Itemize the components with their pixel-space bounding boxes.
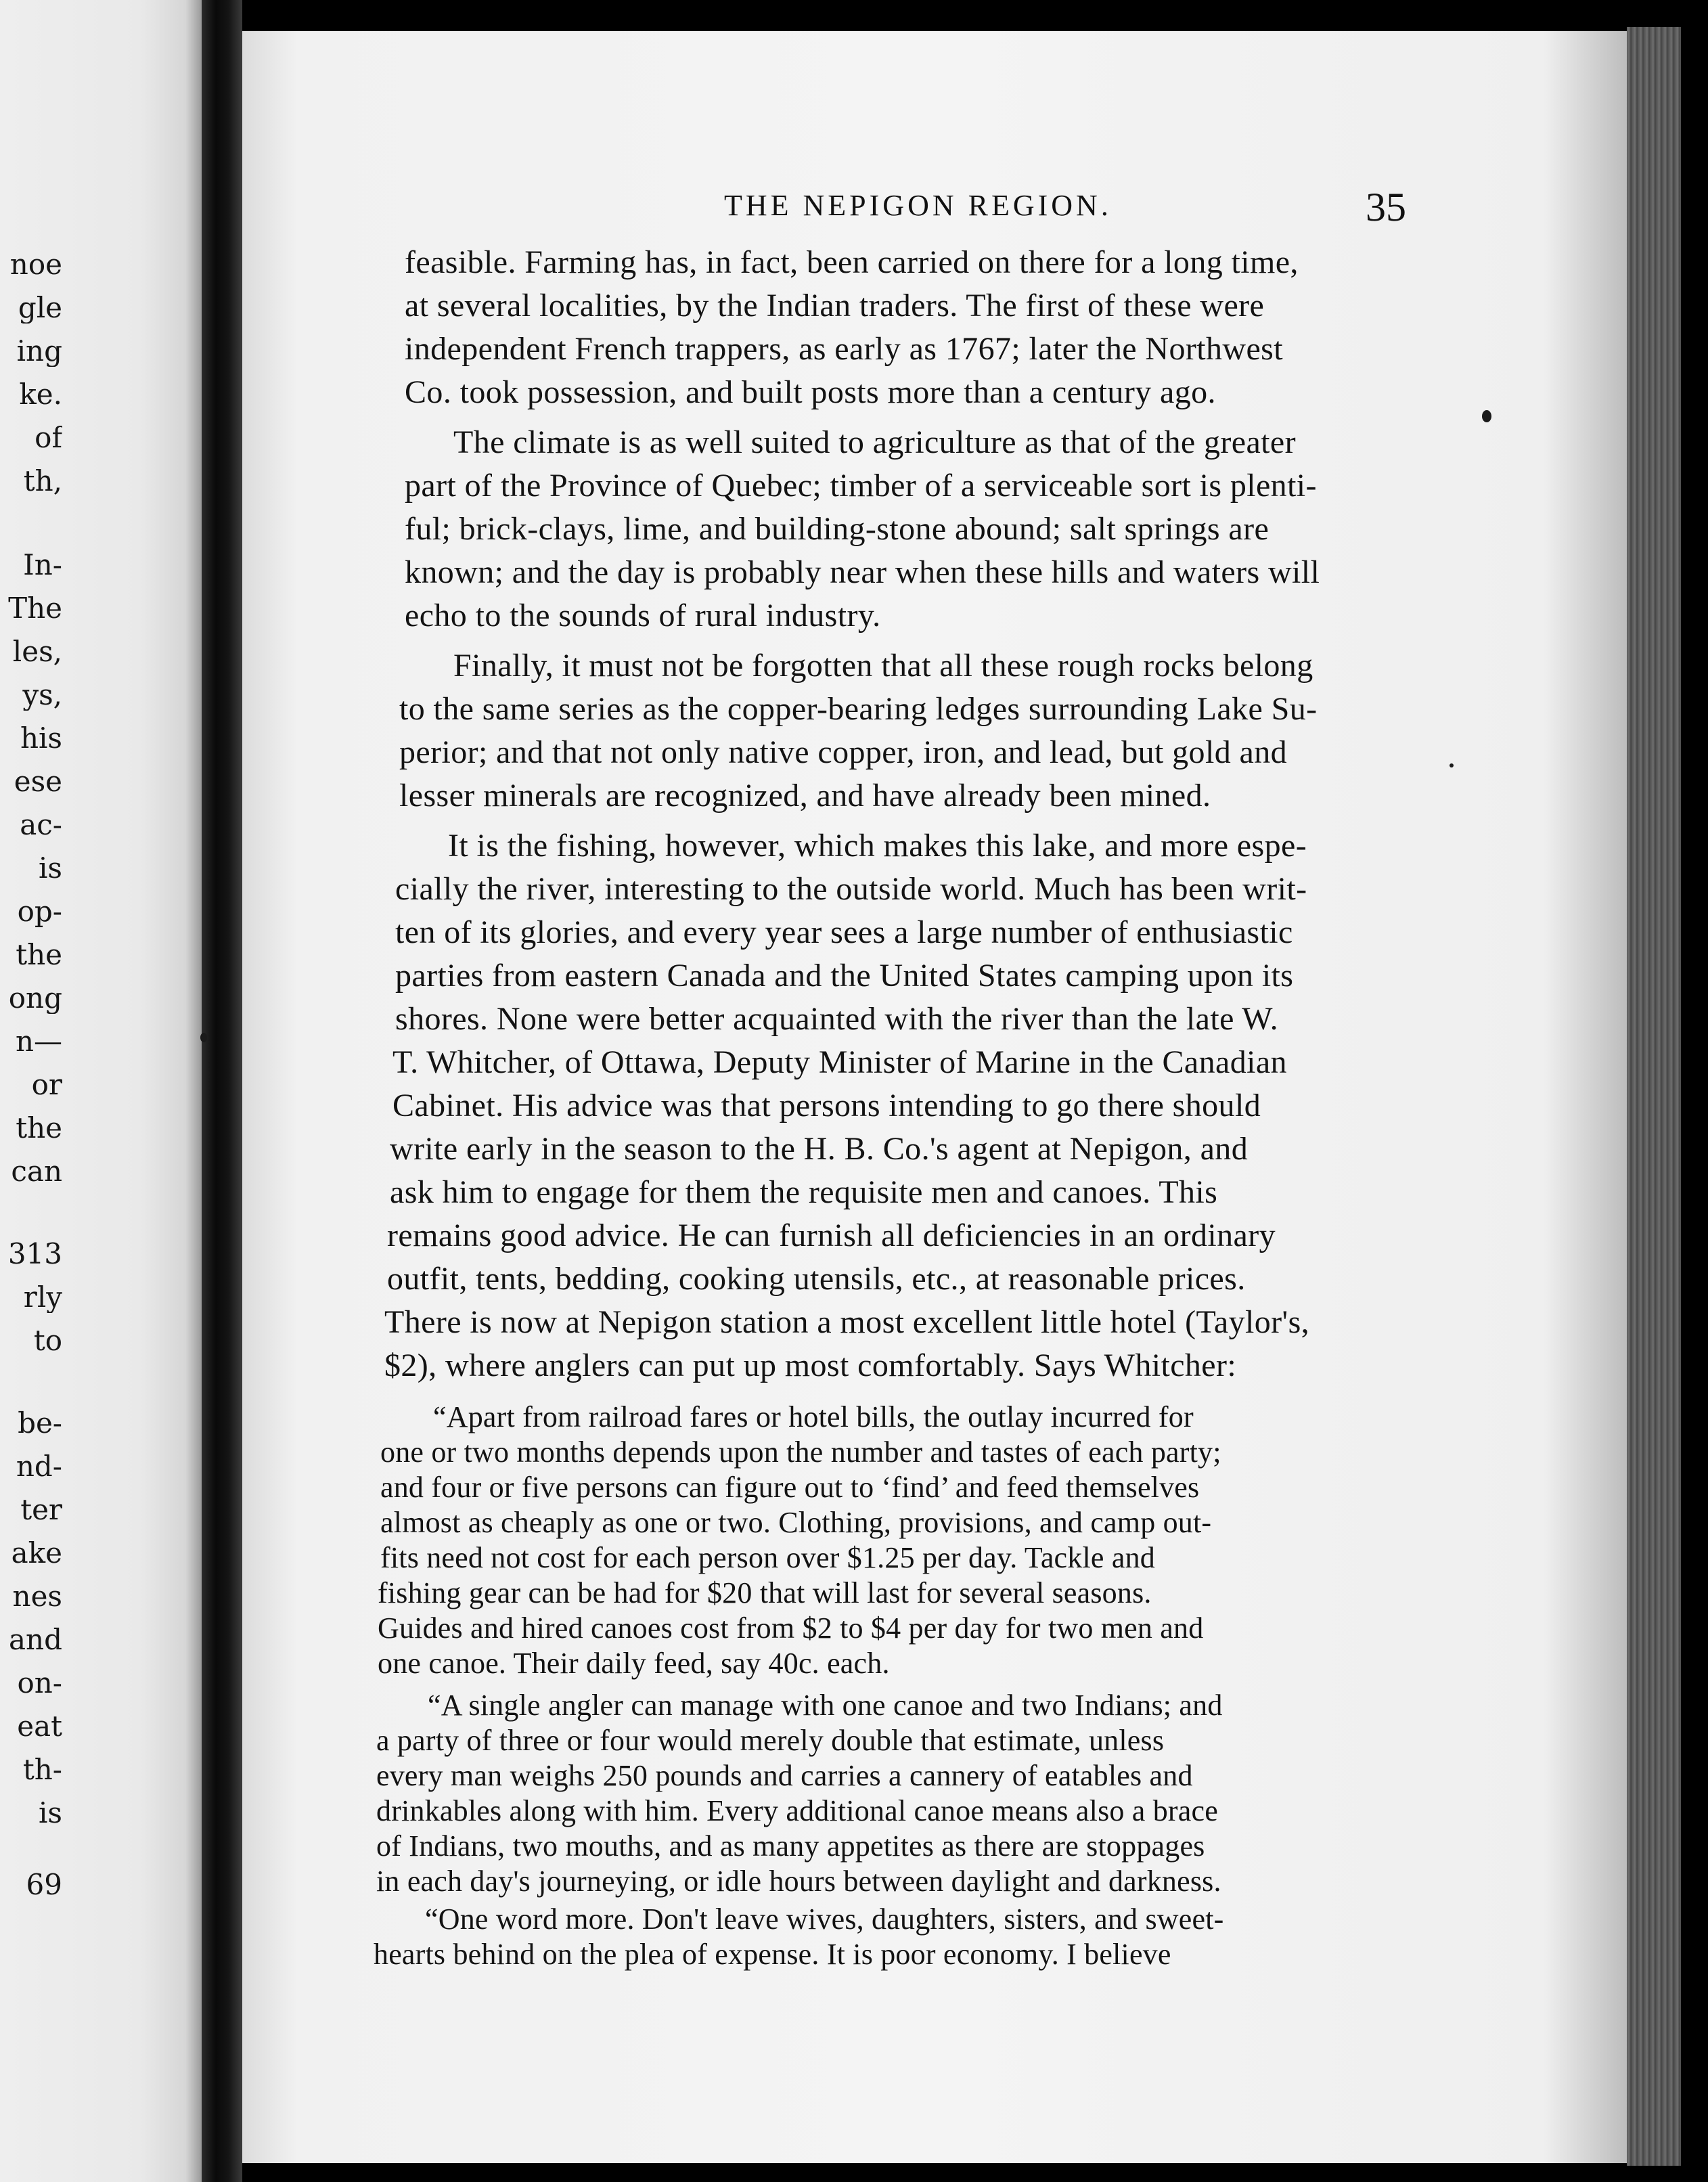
text-line: lesser minerals are recognized, and have already been mined. (399, 778, 1211, 814)
left-fragment: his (20, 723, 62, 754)
left-fragment: gle (18, 292, 62, 324)
quote-line: almost as cheaply as one or two. Clothing, provisions, and camp out- (380, 1506, 1212, 1539)
text-line: The climate is as well suited to agriculture as that of the greater (453, 424, 1297, 460)
quote-line: “One word more. Don't leave wives, daughters, sisters, and sweet- (425, 1902, 1224, 1936)
left-fragment: les, (12, 636, 62, 667)
quote-line: “Apart from railroad fares or hotel bills, the outlay incurred for (433, 1400, 1194, 1433)
left-fragment: can (11, 1156, 62, 1187)
quote-line: of Indians, two mouths, and as many appetites as there are stoppages (376, 1829, 1205, 1863)
quote-line: fits need not cost for each person over $1.25 per day. Tackle and (380, 1541, 1155, 1574)
left-fragment: and (9, 1624, 62, 1655)
quote-line: fishing gear can be had for $20 that will last for several seasons. (378, 1576, 1152, 1609)
text-line: ask him to engage for them the requisite men and canoes. This (390, 1174, 1218, 1210)
quote-line: “A single angler can manage with one canoe and two Indians; and (428, 1689, 1223, 1722)
left-fragment: ong (8, 983, 62, 1014)
text-line: shores. None were better acquainted with the river than the late W. (395, 1001, 1279, 1037)
left-fragment: to (33, 1325, 62, 1356)
quote-line: a party of three or four would merely double that estimate, unless (376, 1724, 1165, 1757)
left-fragment: ac- (20, 809, 62, 841)
scan-speck (1482, 410, 1491, 422)
left-fragment: 313 (7, 1239, 62, 1270)
text-line: Cabinet. His advice was that persons intending to go there should (392, 1088, 1261, 1123)
left-fragment: n— (15, 1026, 62, 1057)
left-fragment: ke. (19, 379, 62, 410)
text-line: There is now at Nepigon station a most excellent little hotel (Taylor's, (384, 1304, 1310, 1340)
text-line: known; and the day is probably near when these hills and waters will (405, 554, 1320, 590)
left-fragment: nes (12, 1581, 62, 1612)
left-fragment: the (16, 1113, 62, 1144)
text-line: ful; brick-clays, lime, and building-stone abound; salt springs are (405, 511, 1269, 547)
running-head: THE NEPIGON REGION. (724, 189, 1112, 222)
quote-line: hearts behind on the plea of expense. It is poor economy. I believe (374, 1938, 1171, 1971)
left-fragment: ese (14, 766, 62, 797)
left-fragment: noe (9, 249, 62, 280)
left-fragment: rly (23, 1282, 62, 1313)
quote-line: in each day's journeying, or idle hours between daylight and darkness. (376, 1865, 1221, 1898)
page-number: 35 (1366, 185, 1406, 229)
left-fragment: ter (20, 1494, 62, 1526)
text-line: to the same series as the copper-bearing ledges surrounding Lake Su- (399, 691, 1318, 727)
quote-line: and four or five persons can figure out to ‘find’ and feed themselves (380, 1471, 1200, 1504)
left-fragment: The (8, 593, 62, 624)
text-line: at several localities, by the Indian traders. The first of these were (405, 288, 1265, 324)
text-line: It is the fishing, however, which makes this lake, and more espe- (448, 828, 1307, 864)
text-line: Co. took possession, and built posts more than a century ago. (405, 374, 1216, 410)
quote-line: Guides and hired canoes cost from $2 to $4 per day for two men and (378, 1611, 1204, 1645)
quote-line: every man weighs 250 pounds and carries a cannery of eatables and (376, 1759, 1193, 1792)
quote-line: drinkables along with him. Every additional canoe means also a brace (376, 1794, 1218, 1827)
left-fragment: nd- (16, 1451, 62, 1482)
page-edge (1627, 27, 1681, 2166)
text-line: part of the Province of Quebec; timber of a serviceable sort is plenti- (405, 468, 1317, 504)
text-line: Finally, it must not be forgotten that all these rough rocks belong (453, 648, 1313, 684)
text-line: ten of its glories, and every year sees a large number of enthusiastic (395, 914, 1293, 950)
book-gutter (202, 0, 242, 2182)
scan-speck (1449, 763, 1454, 767)
left-fragment: th- (22, 1754, 62, 1785)
left-fragment: is (39, 1798, 62, 1829)
quote-line: one canoe. Their daily feed, say 40c. each. (378, 1647, 890, 1680)
left-fragment: eat (17, 1711, 62, 1742)
text-line: parties from eastern Canada and the United States camping upon its (395, 958, 1294, 994)
quote-line: one or two months depends upon the number and tastes of each party; (380, 1435, 1221, 1469)
text-line: perior; and that not only native copper, iron, and lead, but gold and (399, 734, 1287, 770)
left-fragment: th, (23, 466, 62, 497)
left-fragment: 69 (26, 1869, 62, 1900)
left-fragment: In- (23, 550, 62, 581)
left-fragment: on- (17, 1668, 62, 1699)
text-line: remains good advice. He can furnish all deficiencies in an ordinary (387, 1218, 1276, 1253)
text-line: echo to the sounds of rural industry. (405, 598, 881, 633)
left-fragment: op- (17, 896, 62, 927)
text-line: write early in the season to the H. B. Co.'s agent at Nepigon, and (390, 1131, 1249, 1167)
text-line: independent French trappers, as early as 1767; later the Northwest (405, 331, 1283, 367)
left-fragment: ake (11, 1538, 62, 1569)
text-line: feasible. Farming has, in fact, been carried on there for a long time, (405, 244, 1299, 280)
left-fragment: is (39, 853, 62, 884)
scan-speck (200, 1033, 207, 1042)
left-fragment: or (31, 1069, 62, 1100)
text-line: T. Whitcher, of Ottawa, Deputy Minister of Marine in the Canadian (392, 1044, 1287, 1080)
text-line: cially the river, interesting to the outside world. Much has been writ- (395, 871, 1307, 907)
left-fragment: the (16, 939, 62, 971)
left-fragment: ys, (22, 680, 62, 711)
left-facing-page (0, 0, 202, 2182)
left-fragment: of (35, 422, 62, 453)
left-fragment: be- (18, 1408, 62, 1439)
text-line: outfit, tents, bedding, cooking utensils, etc., at reasonable prices. (387, 1261, 1246, 1297)
text-line: $2), where anglers can put up most comfortably. Says Whitcher: (384, 1348, 1237, 1383)
left-fragment: ing (16, 336, 62, 367)
